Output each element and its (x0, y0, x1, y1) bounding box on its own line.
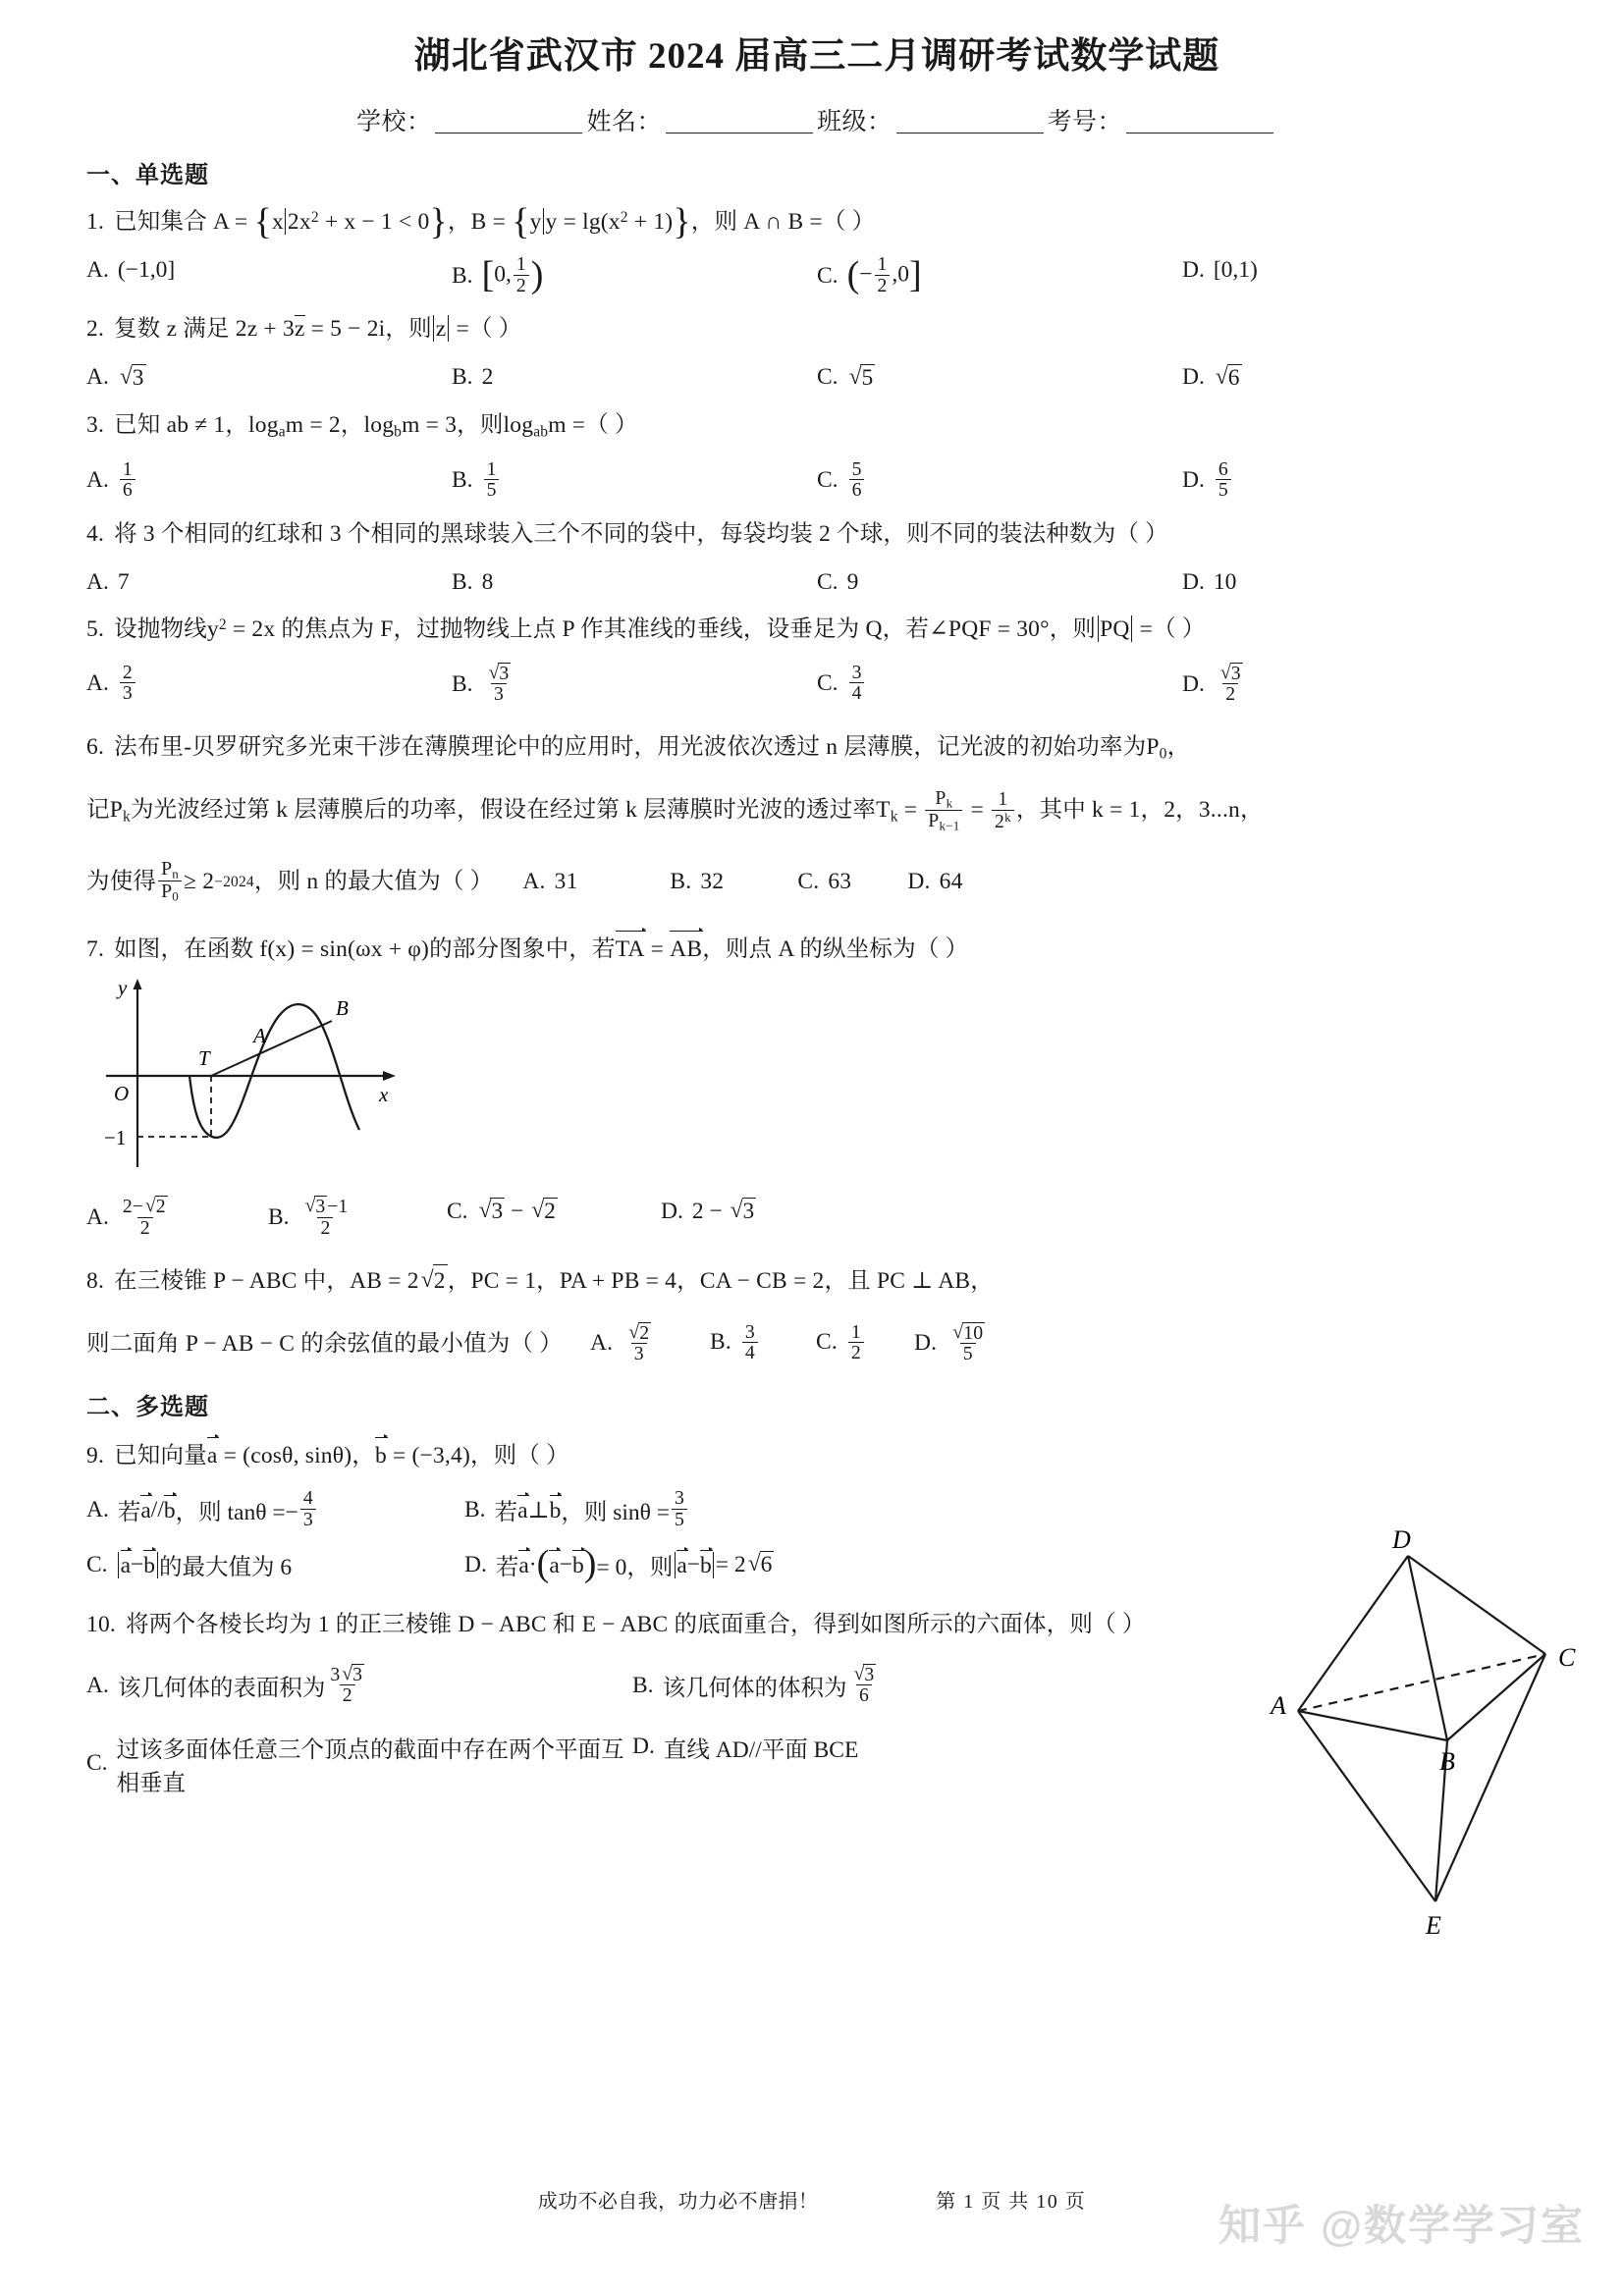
option-3-C[interactable] (817, 457, 1182, 502)
option-4-B[interactable] (452, 567, 817, 597)
option-6-B-label: B. (670, 869, 692, 895)
edge-DA (1298, 1556, 1408, 1711)
question-6-line3-a: 为使得 (86, 869, 157, 895)
student-info-line (86, 102, 1547, 137)
vector-a-9B: a (517, 1497, 528, 1523)
option-9-D-p2: = 0，则 (596, 1555, 674, 1581)
option-9-D-minus2: − (686, 1551, 701, 1577)
vector-a3-9D: a (677, 1552, 687, 1578)
question-8-line-2 (86, 1320, 1191, 1365)
question-2-number: 2. (86, 316, 105, 343)
question-4 (86, 518, 1547, 550)
option-1-A-label: A. (86, 256, 109, 283)
frac-10B: $\frac{√3}{6}$ (853, 1662, 875, 1707)
question-2: 2. 复数 z 满足 2z + 3z = 5 − 2i，则 z =（ ） (86, 316, 522, 343)
edge-AE (1298, 1711, 1435, 1901)
vertex-label-C: C (1558, 1643, 1576, 1672)
option-2-B[interactable] (452, 363, 817, 393)
question-7-options (86, 1197, 1547, 1239)
frac-9B (672, 1488, 687, 1529)
option-6-C-value: 63 (828, 869, 852, 895)
option-2-C-label: C. (817, 364, 839, 391)
option-7-B[interactable] (268, 1197, 447, 1239)
frac-10A-den: 2 (340, 1684, 355, 1706)
question-1-text-d: ，B = (447, 209, 513, 235)
option-1-A[interactable] (86, 255, 452, 285)
option-3-D-label: D. (1182, 467, 1205, 494)
question-6-line-3 (86, 857, 1547, 904)
option-5-B-value: $\frac{√3}{3}$ (488, 661, 510, 706)
option-4-B-value: 8 (481, 568, 494, 595)
y-tick-label-minus1: −1 (104, 1126, 127, 1150)
option-8-B[interactable] (709, 1320, 816, 1365)
option-9-A-slash: // (150, 1496, 164, 1522)
option-1-C[interactable] (817, 255, 1182, 296)
school-label: 学校： (355, 109, 432, 135)
question-10-number: 10. (86, 1612, 116, 1638)
vector-b-9D: b (572, 1552, 584, 1578)
question-8-number: 8. (86, 1268, 105, 1295)
question-1-options (86, 255, 1547, 296)
option-2-D-label: D. (1182, 364, 1205, 391)
option-2-D-value: √6 (1215, 363, 1240, 391)
option-9-A-p2: ，则 tanθ =− (175, 1500, 298, 1526)
question-6-line2-e: ，其中 k = 1，2，3...n， (1015, 797, 1264, 824)
option-4-D-label: D. (1182, 568, 1205, 595)
question-6-line3-b: ≥ 2 (184, 869, 215, 895)
question-4-number: 4. (86, 520, 105, 547)
vector-a-9A: a (140, 1497, 151, 1523)
question-1-text-b: 2x (287, 209, 311, 235)
page-suffix: 页 (1064, 2191, 1087, 2213)
question-9-text-a: 已知向量 (114, 1442, 207, 1468)
vector-TA: TA (616, 932, 645, 965)
origin-label: O (114, 1082, 130, 1106)
page-current: 1 (963, 2191, 975, 2213)
option-7-A[interactable] (86, 1197, 268, 1239)
option-7-D-label: D. (661, 1198, 683, 1224)
question-5-options (86, 661, 1547, 706)
option-1-D[interactable] (1182, 255, 1547, 285)
frac-9A-den: 3 (300, 1509, 316, 1530)
option-6-D[interactable] (907, 866, 962, 897)
question-6-line-2 (86, 789, 1547, 833)
option-3-D-value: $\frac{6}{5}$ (1214, 460, 1233, 502)
option-5-D[interactable] (1182, 661, 1547, 706)
question-4-options (86, 567, 1547, 597)
question-10 (86, 1609, 1225, 1640)
sine-graph-svg (96, 973, 420, 1184)
option-3-D[interactable] (1182, 457, 1547, 502)
question-6-text-line1: 法布里-贝罗研究多光束干涉在薄膜理论中的应用时，用光波依次透过 n 层薄膜，记光波的初始功率为P (114, 733, 1160, 760)
vector-a-9D: a (518, 1552, 529, 1578)
question-1-text-a: 已知集合 A = (114, 209, 254, 235)
option-10-B[interactable] (632, 1662, 881, 1707)
option-6-B-value: 32 (700, 869, 725, 895)
option-4-D[interactable] (1182, 567, 1547, 597)
question-7-eq: = (644, 936, 671, 963)
question-3: 3. 已知 ab ≠ 1，$\log_am = 2$，$\log_bm = 3$，则$\log_{ab}m$ =（ ） (86, 411, 638, 441)
option-2-C-value: √5 (848, 363, 874, 391)
option-8-D-value: $\frac{√10}{5}$ (952, 1320, 984, 1365)
option-8-C-value: $\frac{1}{2}$ (846, 1329, 866, 1355)
option-8-D-label: D. (913, 1329, 938, 1356)
option-9-A[interactable] (86, 1489, 464, 1530)
option-2-B-value: 2 (481, 364, 494, 391)
option-3-B[interactable] (452, 457, 817, 502)
option-10-C-label: C. (86, 1750, 108, 1777)
option-4-A-value: 7 (117, 568, 130, 595)
section-heading-single-choice: 一、单选题 (86, 163, 209, 188)
option-2-A[interactable] (86, 363, 452, 393)
point-label-T: T (198, 1046, 210, 1071)
vector-b-9C: b (143, 1552, 156, 1578)
edge-DB (1408, 1556, 1447, 1740)
option-8-B-label: B. (709, 1329, 731, 1356)
vector-a-9C: a (120, 1552, 131, 1578)
option-5-C-value: $\frac{3}{4}$ (847, 664, 867, 705)
question-8-line1-a: 在三棱锥 P − ABC 中，AB = 2 (114, 1268, 419, 1295)
frac-10A: $\frac{3 √3}{2}$ (330, 1662, 362, 1707)
page-mid: 页 共 (981, 2191, 1030, 2213)
option-10-A[interactable] (86, 1662, 632, 1707)
point-label-A: A (253, 1024, 266, 1048)
edge-DC (1408, 1556, 1545, 1654)
name-label: 姓名： (586, 109, 662, 135)
option-5-A[interactable] (86, 661, 452, 705)
question-1-number: 1. (86, 209, 105, 235)
question-8-line-1 (86, 1264, 1191, 1297)
option-6-D-value: 64 (939, 869, 963, 895)
watermark (1218, 2193, 1585, 2253)
question-6-line3-sup: −2024 (214, 873, 254, 890)
frac-9B-den: 5 (672, 1509, 687, 1530)
point-label-B: B (336, 996, 349, 1021)
sqrt-6-9D: √6 (747, 1551, 773, 1578)
option-6-B[interactable] (670, 866, 797, 897)
option-4-A[interactable] (86, 567, 452, 597)
frac-9A (300, 1488, 316, 1529)
q6-ratio-half: $\frac{1}{2^k}$ (992, 789, 1014, 831)
q6-ratio-pk: $\frac{P_k}{P_{k-1}}$ (925, 788, 962, 832)
option-1-B-label: B. (452, 262, 473, 289)
watermark-platform: 知乎 (1218, 2203, 1308, 2250)
question-6-line1-sub: 0 (1159, 744, 1167, 762)
option-7-B-label: B. (268, 1204, 290, 1231)
vector-a2-9D: a (549, 1552, 560, 1578)
option-6-C[interactable] (797, 866, 907, 897)
option-3-C-value: $\frac{5}{6}$ (847, 460, 867, 502)
option-9-D-p1: 若 (495, 1555, 519, 1581)
option-10-A-label: A. (86, 1672, 109, 1698)
question-8-line2: 则二面角 P − AB − C 的余弦值的最小值为（ ） (86, 1331, 563, 1358)
question-1-text-c: + x − 1 < 0 (318, 209, 430, 235)
exam-no-label: 考号： (1047, 109, 1123, 135)
vector-a-q9: a (207, 1438, 218, 1471)
vector-AB: AB (670, 932, 702, 965)
option-9-A-p1: 若 (117, 1500, 141, 1526)
sine-curve (189, 1005, 359, 1139)
option-4-B-label: B. (452, 568, 473, 595)
edge-CB (1447, 1654, 1545, 1740)
option-9-B-label: B. (464, 1496, 486, 1522)
question-7-number: 7. (86, 936, 105, 963)
question-6-line2-c: = (897, 797, 924, 824)
option-9-C-minus: − (131, 1551, 144, 1577)
option-10-D[interactable] (632, 1731, 858, 1764)
vertex-label-E: E (1426, 1911, 1441, 1940)
figure-bipyramid (1261, 1517, 1614, 1978)
option-9-B-perp: ⊥ (527, 1497, 550, 1523)
question-1-text-g: ，则 A ∩ B =（ ） (690, 209, 876, 235)
option-1-D-label: D. (1182, 256, 1205, 283)
option-2-A-label: A. (86, 364, 109, 391)
option-9-D[interactable] (464, 1542, 774, 1584)
option-3-B-value: $\frac{1}{5}$ (482, 460, 502, 502)
sqrt-6-9D-value: 6 (760, 1552, 773, 1578)
option-8-C-label: C. (815, 1329, 838, 1356)
question-6-line2-a: 记P (86, 797, 123, 824)
option-10-D-label: D. (632, 1734, 655, 1760)
option-10-A-p1: 该几何体的表面积为 (117, 1676, 326, 1702)
option-4-D-value: 10 (1213, 568, 1237, 595)
section-heading-multi-choice: 二、多选题 (86, 1394, 209, 1420)
option-5-A-label: A. (86, 670, 109, 697)
option-7-D-value: 2 − √3 (691, 1198, 755, 1225)
option-5-C-label: C. (817, 670, 839, 697)
frac-10B-den: 6 (856, 1684, 872, 1706)
option-10-C[interactable] (86, 1731, 632, 1797)
option-7-D[interactable] (661, 1197, 756, 1226)
question-6-line2-b: 为光波经过第 k 层薄膜后的功率，假设在经过第 k 层薄膜时光波的透过率T (130, 797, 891, 824)
option-2-C[interactable] (817, 363, 1182, 393)
page-total: 10 (1036, 2191, 1059, 2213)
vertex-label-D: D (1392, 1525, 1411, 1554)
option-4-C-value: 9 (846, 568, 859, 595)
question-3-options (86, 457, 1547, 502)
question-7 (86, 932, 1547, 965)
x-axis-label: x (379, 1083, 389, 1107)
option-7-C[interactable] (447, 1197, 661, 1226)
option-9-D-minus: − (559, 1551, 573, 1577)
option-6-A-value: 31 (554, 869, 578, 895)
option-3-B-label: B. (452, 467, 473, 494)
option-10-B-label: B. (632, 1672, 654, 1698)
option-9-D-p3: = 2 (715, 1551, 746, 1577)
question-7-text-b: ，则点 A 的纵坐标为（ ） (702, 936, 969, 963)
option-8-A-label: A. (589, 1329, 614, 1356)
option-1-B[interactable] (452, 255, 817, 296)
option-9-D-lparen: ( (536, 1542, 550, 1584)
class-label: 班级： (817, 109, 893, 135)
vertex-label-B: B (1439, 1747, 1455, 1776)
frac-9B-num: 3 (675, 1487, 684, 1510)
option-4-A-label: A. (86, 568, 109, 595)
question-6-line1-end: ， (1166, 733, 1191, 760)
option-9-C-p2: 的最大值为 6 (159, 1555, 293, 1581)
option-7-C-value: √3 − √2 (478, 1198, 556, 1225)
option-5-B[interactable] (452, 661, 817, 706)
option-3-A[interactable] (86, 457, 452, 502)
vector-b2-9D: b (700, 1552, 712, 1578)
watermark-account: @数学学习室 (1321, 2203, 1585, 2250)
vector-b-9A: b (163, 1497, 176, 1523)
option-7-B-value: $\frac{√3 -1}{2}$ (304, 1195, 349, 1239)
question-6-number: 6. (86, 733, 105, 760)
question-8-line1-b: ，PC = 1，PA + PB = 4，CA − CB = 2，且 PC ⊥ AB， (447, 1268, 995, 1295)
question-10-text: 将两个各棱长均为 1 的正三棱锥 D − ABC 和 E − ABC 的底面重合，得到如图所示的六面体，则（ ） (126, 1612, 1146, 1638)
option-6-A[interactable] (522, 866, 670, 897)
option-1-C-value: (− $\frac{1}{2}$ ,0] (846, 253, 922, 296)
option-10-D-p1: 直线 AD//平面 BCE (663, 1736, 859, 1763)
option-9-D-label: D. (464, 1551, 487, 1577)
question-3-number: 3. (86, 411, 105, 438)
question-6-line3-c: ，则 n 的最大值为（ ） (253, 869, 494, 895)
option-10-B-p1: 该几何体的体积为 (662, 1676, 847, 1702)
option-7-A-value: $\frac{2- √2}{2}$ (122, 1195, 166, 1239)
option-8-A-value: $\frac{√2}{3}$ (628, 1320, 650, 1365)
question-1-text-e: y = lg(x (545, 209, 621, 235)
option-6-A-label: A. (522, 869, 546, 895)
frac-9A-num: 4 (302, 1487, 313, 1510)
option-9-D-dot: · (528, 1551, 537, 1577)
q6-ratio-pn-p0: $\frac{P_n}{P_0}$ (158, 859, 182, 903)
option-1-D-value: [0,1) (1213, 256, 1258, 283)
option-5-D-label: D. (1182, 670, 1205, 697)
y-axis-label: y (118, 976, 128, 1000)
question-7-text-a: 如图，在函数 f(x) = sin(ωx + φ)的部分图象中，若 (114, 936, 616, 963)
question-6-line2-a-sub: k (122, 808, 131, 826)
edge-AB (1298, 1711, 1447, 1740)
option-6-D-label: D. (907, 869, 931, 895)
page-prefix: 第 (936, 2191, 957, 2213)
question-5-number: 5. (86, 616, 105, 643)
option-9-A-label: A. (86, 1496, 109, 1522)
option-9-D-rparen: ) (583, 1542, 597, 1584)
question-6-line-1 (86, 731, 1547, 765)
option-7-A-label: A. (86, 1204, 109, 1231)
option-2-A-value: √3 (119, 363, 144, 391)
question-2-options (86, 363, 1547, 393)
option-5-D-value: $\frac{√3}{2}$ (1219, 661, 1241, 706)
figure-sine-graph (96, 973, 1547, 1189)
question-1-text-f: + 1) (627, 209, 674, 235)
option-9-B-p2: ，则 sinθ = (561, 1500, 671, 1526)
sqrt-2-q8: √2 (419, 1264, 448, 1297)
edge-AC-hidden (1298, 1654, 1545, 1711)
footer-pagination (936, 2185, 1086, 2214)
option-1-A-value: (−1,0] (117, 256, 176, 283)
option-4-C[interactable] (817, 567, 1182, 597)
option-8-D[interactable] (913, 1320, 990, 1365)
option-2-D[interactable] (1182, 363, 1547, 393)
question-9 (86, 1438, 1547, 1471)
vertex-label-A: A (1271, 1691, 1286, 1720)
question-4-text: 将 3 个相同的红球和 3 个相同的黑球装入三个不同的袋中，每袋均装 2 个球，则不同的装法种数为（ ） (114, 520, 1168, 547)
option-9-B-p1: 若 (494, 1500, 518, 1526)
option-3-A-label: A. (86, 467, 109, 494)
footer-motto: 成功不必自我，功力必不唐捐！ (537, 2191, 819, 2213)
question-1: 1. 已知集合 A = {x $2x^2 + x - 1 < 0$}，B = {y $y = \lg(x^2 + 1)$}，则 A ∩ B =（ ） (86, 200, 876, 242)
option-10-C-p1: 过该多面体任意三个顶点的截面中存在两个平面互相垂直 (116, 1736, 624, 1796)
question-6-line2-b-sub: k (890, 808, 898, 826)
vector-b-q9: b (375, 1438, 387, 1471)
vector-b-9B: b (549, 1497, 562, 1523)
option-5-C[interactable] (817, 661, 1182, 705)
option-5-A-value: $\frac{2}{3}$ (118, 664, 137, 705)
option-8-C[interactable] (815, 1320, 914, 1365)
question-6-line2-d: = (964, 797, 991, 824)
option-7-C-label: C. (447, 1198, 468, 1224)
option-8-B-value: $\frac{3}{4}$ (740, 1329, 760, 1355)
option-3-A-value: $\frac{1}{6}$ (118, 460, 137, 502)
edge-CE (1435, 1654, 1545, 1901)
page-title: 湖北省武汉市 2024 届高三二月调研考试数学试题 (413, 36, 1220, 77)
option-2-B-label: B. (452, 364, 473, 391)
option-9-B[interactable] (464, 1489, 689, 1530)
y-axis-arrow (134, 979, 142, 989)
bipyramid-svg (1261, 1517, 1614, 1978)
option-1-B-value: [0, $\frac{1}{2}$ ) (481, 253, 544, 296)
question-9-number: 9. (86, 1442, 105, 1468)
option-6-C-label: C. (797, 869, 820, 895)
x-axis-arrow (383, 1071, 396, 1081)
question-9-text-c: = (−3,4)，则（ ） (386, 1442, 569, 1468)
option-3-C-label: C. (817, 467, 839, 494)
option-1-C-label: C. (817, 262, 839, 289)
option-9-C-label: C. (86, 1551, 108, 1577)
question-9-text-b: = (cosθ, sinθ)， (217, 1442, 375, 1468)
option-4-C-label: C. (817, 568, 839, 595)
option-8-A[interactable] (589, 1320, 710, 1365)
option-9-C[interactable] (86, 1548, 464, 1581)
option-5-B-label: B. (452, 670, 473, 697)
question-5: 5. 设抛物线$y^2 = 2x$ 的焦点为 F，过抛物线上点 P 作其准线的垂线，设垂足为 Q，若∠PQF = 30°，则 PQ =（ ） (86, 615, 1206, 643)
